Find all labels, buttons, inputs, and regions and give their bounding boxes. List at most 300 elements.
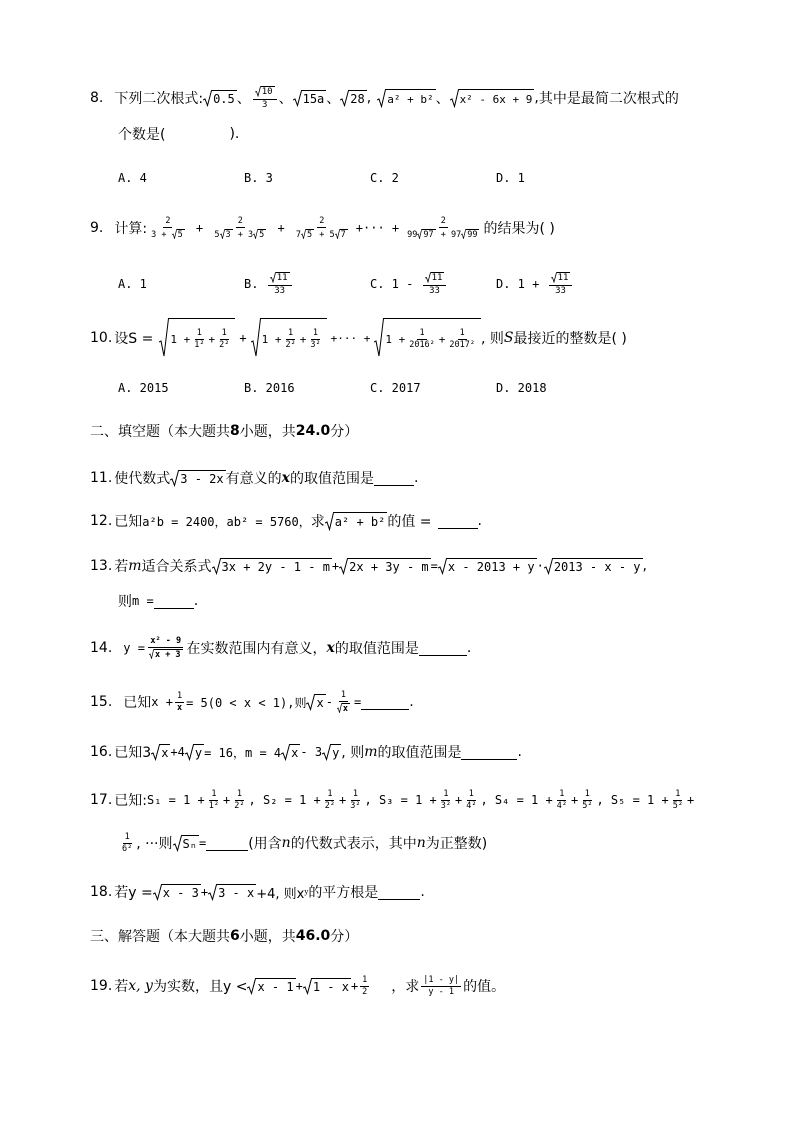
question-text: ，求 <box>391 979 420 995</box>
numerator: x² - 9 <box>150 635 182 646</box>
question-number: 17. <box>90 792 113 808</box>
radical <box>185 744 204 761</box>
numerator: 1 <box>468 788 474 799</box>
radical <box>281 744 300 761</box>
radicand <box>384 318 481 358</box>
question-text: 个数是( <box>118 127 166 143</box>
question-text: 为正整数) <box>425 836 488 852</box>
numerator: 1 <box>340 689 347 700</box>
fraction <box>555 790 569 811</box>
denominator: 2² <box>285 339 296 350</box>
radical <box>170 470 225 487</box>
radicand: 15a <box>302 90 327 107</box>
ellipsis: +··· + <box>330 331 371 345</box>
numerator: 1 <box>176 690 183 701</box>
radical <box>374 318 481 358</box>
question-text: , 则 <box>341 745 365 761</box>
question-text: 已知 <box>114 514 143 530</box>
fraction <box>360 976 369 997</box>
option-label: B. <box>244 277 259 291</box>
radical <box>247 978 295 995</box>
numerator: 1 <box>459 327 465 338</box>
section-count: 6 <box>230 928 240 944</box>
fraction <box>207 790 221 811</box>
variable: m <box>364 744 378 760</box>
plus: + <box>331 559 340 573</box>
radicand: x - 1 <box>256 978 295 995</box>
answer-blank[interactable] <box>461 745 517 760</box>
radical <box>153 884 201 901</box>
question-text: . <box>517 744 522 760</box>
radicand <box>169 318 235 358</box>
fraction <box>348 790 362 811</box>
radicand: y <box>331 744 341 761</box>
question-text: 有意义的 <box>225 471 282 487</box>
fraction <box>212 217 268 240</box>
denominator: 4² <box>556 800 567 811</box>
equation: , S₃ = 1 + <box>364 793 437 807</box>
denominator-text: 5 <box>214 229 220 240</box>
radicand: 3x + 2y - 1 - m <box>221 558 332 575</box>
question-text: . <box>477 513 482 529</box>
denominator-text: + 3 <box>232 229 254 240</box>
question-number: 10. <box>90 330 113 346</box>
radical <box>325 512 388 531</box>
radicand: y <box>194 744 204 761</box>
option-c <box>370 270 448 298</box>
option-d <box>496 270 574 298</box>
denominator: 3² <box>310 339 321 350</box>
question-text: 下列二次根式: <box>114 91 204 107</box>
radicand: 11 <box>431 272 443 283</box>
answer-blank[interactable] <box>361 695 409 710</box>
option-b: B. 3 <box>244 171 273 185</box>
denominator: 33 <box>274 285 286 296</box>
question-text: 设S = <box>114 331 154 347</box>
denominator-text: 7 <box>295 229 302 240</box>
fraction <box>439 790 453 811</box>
radicand: x² - 6x + 9 <box>459 89 535 108</box>
ellipsis: +··· + <box>355 221 400 235</box>
denominator: 2017² <box>449 339 476 350</box>
variable: x <box>281 470 290 486</box>
equation: +4 <box>170 745 185 759</box>
radicand: a² + b² <box>386 89 435 108</box>
radical <box>151 744 170 761</box>
radical <box>159 318 235 358</box>
separator: , <box>366 90 372 106</box>
numerator: 1 <box>352 788 358 799</box>
plus: + <box>350 979 359 993</box>
radicand: x <box>290 744 300 761</box>
radicand: 99 <box>467 229 478 240</box>
question-text: 已知 <box>123 695 152 711</box>
radical <box>438 558 537 575</box>
question-text: 在实数范围内有意义， <box>186 641 327 657</box>
variable: m <box>128 558 142 574</box>
question-text: 的值 = <box>387 514 432 530</box>
numerator: 1 <box>559 788 565 799</box>
denominator: 1² <box>194 339 205 350</box>
variable: x <box>326 640 335 656</box>
radical <box>293 90 327 107</box>
denominator: 3² <box>350 800 361 811</box>
separator: 、 <box>326 91 341 107</box>
question-8 <box>90 78 679 118</box>
numerator: 1 <box>584 788 590 799</box>
fraction <box>423 272 447 296</box>
radical <box>339 558 430 575</box>
radicand: 0.5 <box>212 90 237 107</box>
question-text: , ···则 <box>136 836 173 852</box>
radical <box>306 694 325 711</box>
question-text-tail: 其中是最简二次根式的 <box>538 91 679 107</box>
plus: + <box>438 332 446 346</box>
denominator-text: + 5 <box>314 229 335 240</box>
fraction <box>149 217 187 240</box>
numerator: 1 <box>443 788 449 799</box>
fraction <box>268 272 292 296</box>
question-text: . <box>466 640 472 656</box>
fraction <box>147 637 185 660</box>
numerator: |1 - y| <box>423 974 460 985</box>
question-text: . <box>193 593 199 609</box>
question-number: 9. <box>90 220 104 236</box>
plus: + <box>686 793 695 807</box>
numerator: 1 <box>327 788 333 799</box>
question-number: 13. <box>90 558 113 574</box>
radical <box>450 89 535 108</box>
option-b <box>244 270 294 298</box>
question-text: 已知: <box>114 793 147 809</box>
times: · <box>536 559 544 573</box>
question-text: 使代数式 <box>114 471 171 487</box>
radicand: 7 <box>340 229 346 240</box>
question-number: 15. <box>90 694 113 710</box>
question-text: 适合关系式 <box>141 559 212 575</box>
denominator-text: + 97 <box>435 229 462 240</box>
numerator: 2 <box>440 215 446 226</box>
section-title: 二、填空题（本大题共 <box>90 424 230 440</box>
question-18 <box>90 872 425 912</box>
numerator: 1 <box>211 788 217 799</box>
fraction <box>175 692 184 713</box>
section-heading <box>90 916 358 956</box>
fraction <box>120 833 134 854</box>
question-13-line2 <box>118 581 198 621</box>
denominator: 2² <box>324 800 336 811</box>
fraction <box>323 790 337 811</box>
equation: +4, 则x <box>256 886 305 902</box>
radicand: 2013 - x - y <box>553 558 643 575</box>
question-number: 12. <box>90 513 113 529</box>
variable: n <box>416 835 426 851</box>
question-text: 的取值范围是 <box>289 471 374 487</box>
numerator: 1 <box>675 788 681 799</box>
equation: S₁ = 1 + <box>146 793 205 807</box>
numerator: 1 <box>196 327 202 338</box>
denominator: 3 <box>261 99 268 110</box>
denominator <box>149 228 187 240</box>
fraction <box>283 329 297 350</box>
radicand: 11 <box>557 272 569 283</box>
equation: y = <box>123 641 145 655</box>
answer-blank[interactable] <box>419 641 467 656</box>
question-text: 若 <box>114 559 129 575</box>
option-c: C. 2017 <box>370 381 421 395</box>
question-text-tail: 的结果为( ) <box>483 221 555 237</box>
question-text: 的代数式表示，其中 <box>290 836 417 852</box>
section-title: 分） <box>330 424 359 440</box>
equation: , S₂ = 1 + <box>248 793 321 807</box>
denominator: 6² <box>122 843 133 854</box>
radical <box>544 558 643 575</box>
numerator: 2 <box>237 215 243 226</box>
denominator: 2 <box>362 986 368 997</box>
question-15 <box>90 682 414 722</box>
option-label: D. 1 + <box>496 277 540 291</box>
radicand: 97 <box>423 229 434 240</box>
denominator: 5² <box>582 800 593 811</box>
radicand: 5 <box>177 229 183 240</box>
equation: m = <box>132 594 154 608</box>
question-13 <box>90 546 647 586</box>
numerator: 1 <box>419 327 425 338</box>
numerator: 1 <box>312 327 319 338</box>
question-14 <box>90 628 471 668</box>
equation: 若y = <box>114 885 153 901</box>
separator: , <box>534 90 539 106</box>
denominator: 2016² <box>409 339 435 350</box>
equation: - 3 <box>300 745 323 759</box>
variable: S <box>503 330 514 346</box>
section-heading <box>90 411 358 451</box>
answer-blank[interactable] <box>206 836 248 851</box>
denominator <box>405 228 481 240</box>
question-9: 9. 计算: 2 3 + 5 + 2 5 3 + 3 5 + 2 7 5 + 5 7 +··· + 2 99 97 + 97 99 的结果为( ) <box>90 215 555 240</box>
radical <box>212 558 332 575</box>
question-17: 17. 已知: S₁ = 1 + $\frac{1}{\text{1²}}$ + $\frac{1}{\text{2²}}$ , S₂ = 1 + $\frac{1}{\text{2²}}$ + $\frac{1}{\text{3²}}$ , S₃ = 1 + $\frac{1}{\text{3²}}$ + $\frac{1}{\text{4²}}$ , S₄ = 1 + $\frac{1}{\text{4²}}$ + $\frac{1}{\text{5²}}$ , S₅ = 1 + $\frac{1}{\text{5²}}$ + <box>90 788 695 811</box>
question-text-tail: 最接近的整数是( ) <box>513 331 627 347</box>
radicand: 3 <box>225 229 231 240</box>
fraction <box>580 790 594 811</box>
numerator: 1 <box>236 788 242 799</box>
question-text: (用含 <box>248 836 282 852</box>
separator: 、 <box>236 91 251 107</box>
question-text: 计算: <box>114 221 148 237</box>
denominator: y - 1 <box>428 986 454 997</box>
fraction <box>308 329 322 350</box>
option-label: C. 1 - <box>370 277 414 291</box>
question-text: . <box>413 470 419 486</box>
option-a: A. 2015 <box>118 381 169 395</box>
question-17-line2 <box>118 823 487 863</box>
radicand: x - 2013 + y <box>447 558 537 575</box>
equation: x + <box>151 695 173 709</box>
radicand: a² + b² <box>334 512 388 531</box>
equals: = <box>198 836 207 850</box>
plus: + <box>208 332 216 346</box>
radicand-text: 1 + <box>385 332 406 346</box>
plus: + <box>200 885 209 899</box>
question-8-line2 <box>118 114 239 154</box>
question-19 <box>90 966 505 1006</box>
section-score: 24.0 <box>295 423 331 439</box>
question-text: 则 <box>118 594 132 610</box>
denominator <box>294 228 350 240</box>
question-text: ). <box>229 126 240 142</box>
fraction <box>232 790 246 811</box>
equals: = <box>354 695 362 709</box>
option-b: B. 2016 <box>244 381 295 395</box>
answer-blank[interactable] <box>154 594 194 609</box>
fraction <box>253 86 277 110</box>
question-text: , <box>642 558 647 574</box>
question-text: , 则 <box>481 331 504 347</box>
option-a: A. 1 <box>118 277 147 291</box>
radical <box>377 89 435 108</box>
fraction <box>447 329 477 350</box>
variable: n <box>281 835 291 851</box>
question-text: . <box>420 884 425 900</box>
radicand: 3 - 2x <box>179 470 225 487</box>
plus: + <box>295 979 303 993</box>
plus: + <box>239 331 247 345</box>
fraction <box>192 329 206 350</box>
denominator: 2² <box>219 339 230 350</box>
radical <box>322 744 341 761</box>
denominator: 2² <box>234 800 245 811</box>
question-number: 11. <box>90 470 113 486</box>
question-number: 18. <box>90 884 113 900</box>
numerator: 1 <box>288 327 294 338</box>
question-16 <box>90 732 522 772</box>
numerator: 2 <box>165 215 171 226</box>
section-title: 小题，共 <box>239 929 296 945</box>
denominator-text: 99 <box>407 229 418 240</box>
radicand: x - 3 <box>162 884 201 901</box>
variable: x, y <box>128 978 153 994</box>
radicand: x <box>315 694 325 711</box>
answer-blank[interactable] <box>378 885 420 900</box>
question-text: 为实数，且y < <box>152 979 248 995</box>
option-c: C. 2 <box>370 171 399 185</box>
question-text: 的取值范围是 <box>377 745 462 761</box>
separator: 、 <box>278 91 293 107</box>
fraction <box>217 329 231 350</box>
radical <box>251 318 327 358</box>
answer-blank[interactable] <box>374 471 414 486</box>
radicand <box>261 318 327 358</box>
denominator: 5² <box>672 800 683 811</box>
radicand: 3 - x <box>217 884 256 901</box>
radical <box>203 90 237 107</box>
equation: , S₄ = 1 + <box>480 793 553 807</box>
fraction <box>294 217 350 240</box>
radicand: x + 3 <box>154 649 181 660</box>
denominator: 1² <box>208 800 220 811</box>
denominator: 33 <box>555 285 566 296</box>
denominator-text: 3 + <box>151 229 172 240</box>
numerator: 1 <box>124 831 130 842</box>
option-d: D. 2018 <box>496 381 547 395</box>
radical <box>340 90 366 107</box>
section-title: 分） <box>330 929 359 945</box>
radicand: 11 <box>276 272 288 283</box>
denominator: 3² <box>440 800 451 811</box>
question-text: . <box>409 694 414 710</box>
question-number: 8. <box>90 90 104 106</box>
question-text: 求 <box>310 514 325 530</box>
radicand-text: 1 + <box>261 332 282 346</box>
fraction <box>549 272 573 296</box>
equation: a²b = 2400，ab² = 5760， <box>142 514 311 529</box>
equation: = 5(0 < x < 1),则 <box>186 695 307 710</box>
equation: = 16，m = 4 <box>204 745 282 760</box>
question-12 <box>90 501 482 541</box>
denominator: 4² <box>466 800 477 811</box>
fraction <box>407 329 437 350</box>
question-text: 的取值范围是 <box>334 641 419 657</box>
radicand: 2x + 3y - m <box>348 558 430 575</box>
exponent: y <box>304 888 309 896</box>
section-title: 三、解答题（本大题共 <box>90 929 230 945</box>
question-10 <box>90 316 627 360</box>
section-count: 8 <box>230 423 240 439</box>
radicand: 5 <box>259 229 265 240</box>
denominator <box>212 228 268 240</box>
radicand: 1 - x <box>312 978 351 995</box>
question-number: 14. <box>90 640 113 656</box>
radical <box>208 884 256 901</box>
numerator: 2 <box>319 215 325 226</box>
option-d: D. 1 <box>496 171 525 185</box>
denominator: x <box>176 702 183 713</box>
radicand-text: 1 + <box>170 332 191 346</box>
fraction <box>405 217 481 240</box>
minus: - <box>325 695 333 709</box>
numerator: 1 <box>362 974 368 985</box>
plus: + <box>299 332 307 346</box>
radicand: 10 <box>261 86 273 97</box>
radicand: 28 <box>349 90 366 107</box>
question-text: 的平方根是 <box>308 885 379 901</box>
equation: , S₅ = 1 + <box>596 793 669 807</box>
separator: 、 <box>435 91 450 107</box>
question-text: 的值。 <box>463 979 506 995</box>
radical <box>303 978 351 995</box>
section-score: 46.0 <box>295 928 331 944</box>
fraction <box>335 691 352 714</box>
fraction <box>671 790 685 811</box>
radicand: 5 <box>307 229 313 240</box>
radicand: Sₙ <box>182 835 199 852</box>
fraction <box>464 790 478 811</box>
radical <box>173 835 199 852</box>
question-text: 若 <box>114 979 129 995</box>
equals: = <box>430 559 438 573</box>
question-number: 16. <box>90 744 113 760</box>
radicand: x <box>342 703 349 714</box>
question-number: 19. <box>90 978 113 994</box>
question-text: 已知3 <box>114 745 152 761</box>
denominator: 33 <box>429 285 440 296</box>
section-title: 小题，共 <box>239 424 296 440</box>
question-11 <box>90 458 418 498</box>
answer-blank[interactable] <box>438 514 478 529</box>
fraction <box>421 976 461 997</box>
radicand: x <box>160 744 170 761</box>
